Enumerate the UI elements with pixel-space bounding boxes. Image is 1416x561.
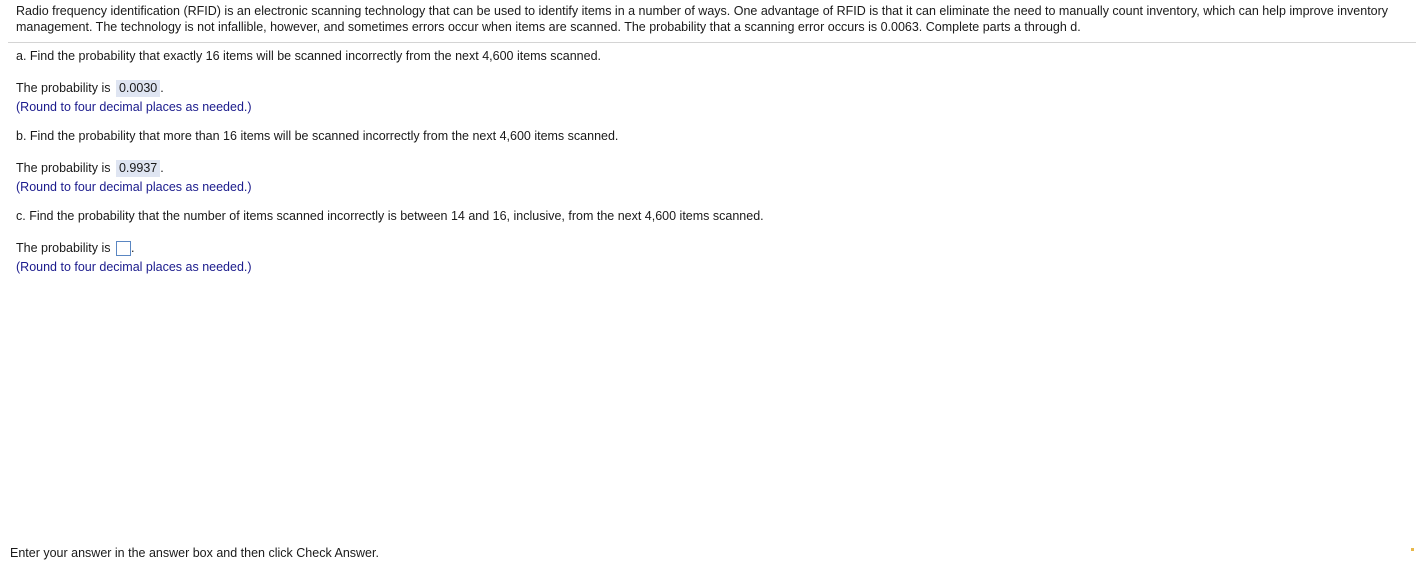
part-c-question: c. Find the probability that the number of items scanned incorrectly is between 14 and 16, inclusive, from the next 4,600 items scanned. <box>16 209 764 223</box>
part-c-answer-line <box>16 240 134 256</box>
corner-marker <box>1411 548 1414 551</box>
part-a-answer-line <box>16 80 164 97</box>
part-c-answer-prefix: The probability is <box>16 241 111 255</box>
part-b-answer-line <box>16 160 164 177</box>
footer-instruction: Enter your answer in the answer box and then click Check Answer. <box>10 546 379 560</box>
part-a-answer-field[interactable]: 0.0030 <box>116 80 160 97</box>
part-b-answer-prefix: The probability is <box>16 161 111 175</box>
part-b-hint: (Round to four decimal places as needed.) <box>16 180 252 194</box>
divider <box>8 42 1416 43</box>
part-b-question: b. Find the probability that more than 16 items will be scanned incorrectly from the next 4,600 items scanned. <box>16 129 619 143</box>
part-c-answer-input[interactable] <box>116 241 131 256</box>
part-b-answer-field[interactable]: 0.9937 <box>116 160 160 177</box>
part-c-answer-suffix: . <box>130 241 135 255</box>
problem-statement: Radio frequency identification (RFID) is an electronic scanning technology that can be used to identify items in a number of ways. One advantage of RFID is that it can eliminate the need to manually count inventory, which can help improve inventory management. The technology is not infallible, however, and sometimes errors occur when items are scanned. The probability that a scanning error occurs is 0.0063. Complete parts a through d. <box>16 4 1389 34</box>
part-a-answer-suffix: . <box>160 81 164 95</box>
part-a-question: a. Find the probability that exactly 16 items will be scanned incorrectly from the next 4,600 items scanned. <box>16 49 602 63</box>
part-b-answer-suffix: . <box>160 161 164 175</box>
part-a-answer-prefix: The probability is <box>16 81 111 95</box>
part-a-hint: (Round to four decimal places as needed.) <box>16 100 252 114</box>
part-c-hint: (Round to four decimal places as needed.) <box>16 260 252 274</box>
